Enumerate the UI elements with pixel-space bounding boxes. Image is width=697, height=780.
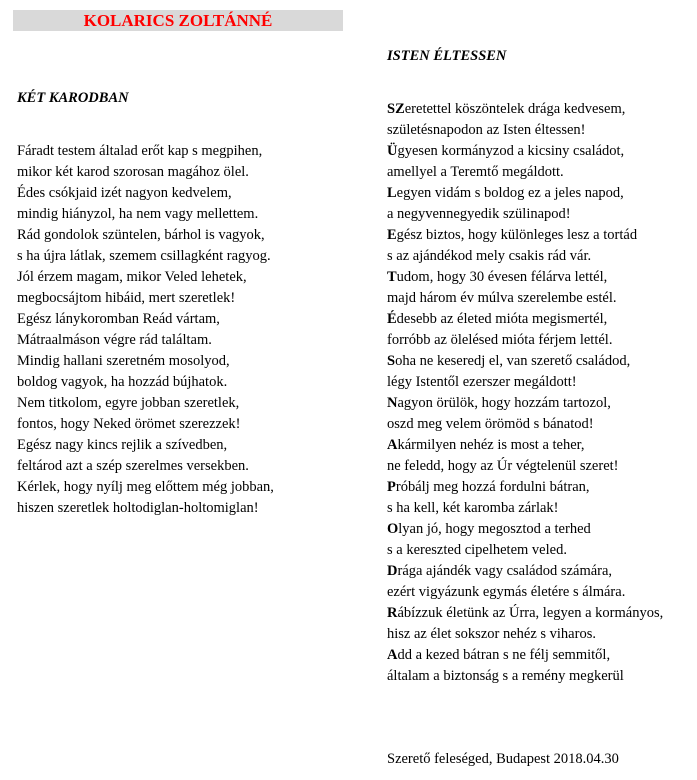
left-poem-line: Rád gondolok szüntelen, bárhol is vagyok,	[17, 227, 265, 243]
left-poem-line: s ha újra látlak, szemem csillagként ragyog.	[17, 248, 271, 264]
line-text: lyan jó, hogy megosztod a terhed	[398, 521, 591, 537]
right-poem-line	[387, 519, 663, 540]
right-poem-line	[387, 666, 663, 687]
left-poem-line: Jól érzem magam, mikor Veled lehetek,	[17, 269, 247, 285]
line-text: ne feledd, hogy az Úr végtelenül szeret!	[387, 458, 619, 474]
left-poem-line: Édes csókjaid izét nagyon kedvelem,	[17, 185, 232, 201]
right-poem-body	[387, 99, 663, 687]
right-poem-line	[387, 624, 663, 645]
acrostic-letter: O	[387, 521, 399, 537]
left-poem-line: Mindig hallani szeretném mosolyod,	[17, 353, 230, 369]
left-poem-line: Egész lánykoromban Reád vártam,	[17, 311, 220, 327]
signature: Szerető feleséged, Budapest 2018.04.30	[387, 751, 619, 767]
line-text: forróbb az ölelésed mióta férjem lettél.	[387, 332, 613, 348]
acrostic-letter: L	[387, 185, 397, 201]
right-poem-line	[387, 372, 663, 393]
line-text: légy Istentől ezerszer megáldott!	[387, 374, 577, 390]
line-text: ábízzuk életünk az Úrra, legyen a kormányos,	[397, 605, 664, 621]
left-poem-line: hiszen szeretlek holtodiglan-holtomiglan!	[17, 500, 259, 516]
right-poem-line	[387, 582, 663, 603]
right-poem-title: ISTEN ÉLTESSEN	[387, 48, 507, 64]
line-text: róbálj meg hozzá fordulni bátran,	[395, 479, 590, 495]
acrostic-letter: N	[387, 395, 398, 411]
acrostic-letter: Ü	[387, 143, 398, 159]
right-poem-line	[387, 141, 663, 162]
right-poem-line	[387, 330, 663, 351]
acrostic-letter: S	[387, 353, 396, 369]
line-text: egyen vidám s boldog ez a jeles napod,	[396, 185, 624, 201]
left-poem-line: fontos, hogy Neked örömet szerezzek!	[17, 416, 241, 432]
right-poem-line	[387, 183, 663, 204]
right-poem-line	[387, 246, 663, 267]
left-poem-line: Egész nagy kincs rejlik a szívedben,	[17, 437, 228, 453]
line-text: eretettel köszöntelek drága kedvesem,	[404, 101, 626, 117]
line-text: s ha kell, két karomba zárlak!	[387, 500, 559, 516]
line-text: amellyel a Teremtő megáldott.	[387, 164, 564, 180]
line-text: majd három év múlva szerelembe estél.	[387, 290, 617, 306]
right-poem-line	[387, 645, 663, 666]
left-poem-line: Kérlek, hogy nyílj meg előttem még jobban,	[17, 479, 274, 495]
right-poem-line	[387, 561, 663, 582]
line-text: a negyvennegyedik szülinapod!	[387, 206, 571, 222]
left-poem-line: feltárod azt a szép szerelmes versekben.	[17, 458, 249, 474]
line-text: desebb az életed mióta megismertél,	[396, 311, 608, 327]
left-poem-title: KÉT KARODBAN	[17, 90, 129, 106]
right-poem-line	[387, 435, 663, 456]
right-poem-line	[387, 498, 663, 519]
right-poem-line	[387, 162, 663, 183]
author-header	[13, 10, 343, 31]
right-poem-line	[387, 456, 663, 477]
right-poem-line	[387, 288, 663, 309]
left-poem-body	[17, 141, 274, 519]
acrostic-letter: SZ	[387, 101, 405, 117]
acrostic-letter: P	[387, 479, 396, 495]
right-poem-line	[387, 99, 663, 120]
line-text: agyon örülök, hogy hozzám tartozol,	[397, 395, 611, 411]
acrostic-letter: T	[387, 269, 397, 285]
left-poem-line: mindig hiányzol, ha nem vagy mellettem.	[17, 206, 259, 222]
line-text: gyesen kormányzod a kicsiny családot,	[397, 143, 625, 159]
right-poem-line	[387, 120, 663, 141]
line-text: oha ne keseredj el, van szerető családod,	[395, 353, 631, 369]
acrostic-letter: A	[387, 437, 398, 453]
right-poem-line	[387, 414, 663, 435]
right-poem-line	[387, 309, 663, 330]
right-poem-line	[387, 477, 663, 498]
author-name: KOLARICS ZOLTÁNNÉ	[83, 11, 273, 30]
left-poem-line: mikor két karod szorosan magához ölel.	[17, 164, 249, 180]
acrostic-letter: É	[387, 311, 397, 327]
line-text: kármilyen nehéz is most a teher,	[397, 437, 585, 453]
line-text: udom, hogy 30 évesen félárva lettél,	[396, 269, 608, 285]
line-text: dd a kezed bátran s ne félj semmitől,	[397, 647, 611, 663]
line-text: ezért vigyázunk egymás életére s álmára.	[387, 584, 626, 600]
right-poem-line	[387, 204, 663, 225]
right-poem-line	[387, 540, 663, 561]
left-poem-line: Fáradt testem általad erőt kap s megpihen,	[17, 143, 263, 159]
acrostic-letter: R	[387, 605, 398, 621]
left-poem-line: Nem titkolom, egyre jobban szeretlek,	[17, 395, 240, 411]
line-text: s az ajándékod mely csakis rád vár.	[387, 248, 592, 264]
line-text: hisz az élet sokszor nehéz s viharos.	[387, 626, 596, 642]
right-poem-line	[387, 351, 663, 372]
right-poem-line	[387, 225, 663, 246]
left-poem-line: Mátraalmáson végre rád találtam.	[17, 332, 212, 348]
line-text: rága ajándék vagy családod számára,	[397, 563, 613, 579]
line-text: általam a biztonság s a remény megkerül	[387, 668, 624, 684]
right-poem-line	[387, 603, 663, 624]
left-poem-line: boldog vagyok, ha hozzád bújhatok.	[17, 374, 228, 390]
line-text: gész biztos, hogy különleges lesz a tortád	[396, 227, 638, 243]
acrostic-letter: E	[387, 227, 397, 243]
acrostic-letter: A	[387, 647, 398, 663]
line-text: születésnapodon az Isten éltessen!	[387, 122, 586, 138]
line-text: oszd meg velem örömöd s bánatod!	[387, 416, 594, 432]
right-poem-line	[387, 393, 663, 414]
left-poem-line: megbocsájtom hibáid, mert szeretlek!	[17, 290, 236, 306]
line-text: s a kereszted cipelhetem veled.	[387, 542, 567, 558]
right-poem-line	[387, 267, 663, 288]
acrostic-letter: D	[387, 563, 398, 579]
